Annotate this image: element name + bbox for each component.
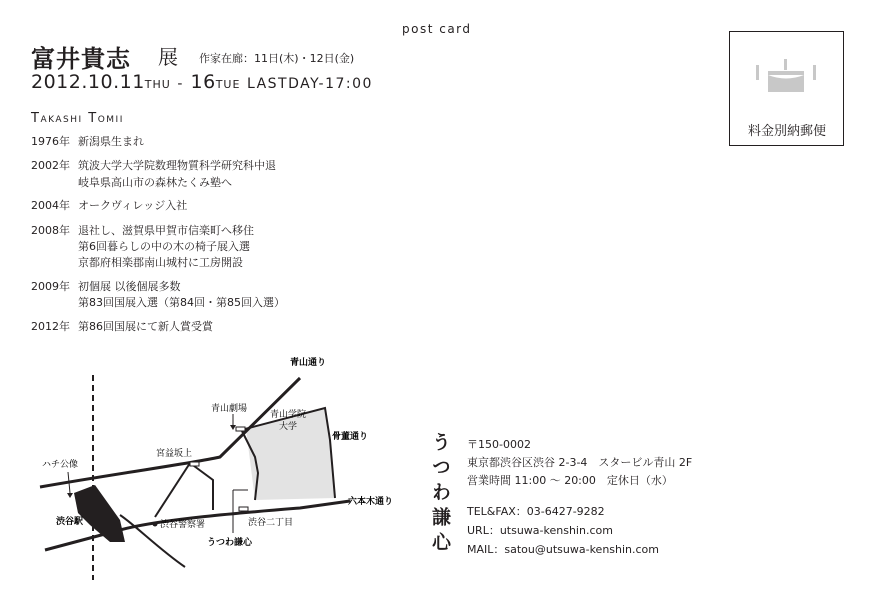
hachiko-pointer-icon [67, 493, 73, 498]
shibuya-station-block [74, 485, 125, 542]
map-label-roppongi-dori: 六本木通り [348, 497, 394, 507]
bio-line: 岐阜県高山市の森林たくみ塾へ [78, 176, 232, 189]
bio-year: 2002年 [31, 159, 70, 172]
map-label-shibuya-police: 渋谷警察署 [160, 520, 206, 530]
map-label-hachiko: ハチ公像 [42, 460, 79, 470]
access-map [0, 345, 420, 580]
bio-year: 1976年 [31, 135, 70, 148]
bio-line: 初個展 以後個展多数 [78, 280, 181, 293]
police-station-icon [153, 522, 158, 527]
intersection-icon [190, 462, 199, 466]
end-day: 16 [190, 71, 216, 93]
bio-line: オークヴィレッジ入社 [78, 199, 188, 212]
bio-line: 第6回暮らしの中の木の椅子展入選 [78, 240, 250, 253]
bio-year: 2004年 [31, 199, 70, 212]
bio-line: 退社し、滋賀県甲賀市信楽町へ移住 [78, 224, 254, 237]
last-day-label: LASTDAY [246, 76, 319, 92]
postcard-label: post card [402, 22, 472, 36]
bio-year: 2012年 [31, 320, 70, 333]
shop-name: うつわ謙心 [429, 432, 451, 557]
shop-postal-code: 〒150-0002 [467, 438, 531, 451]
map-label-shibuya-station: 渋谷駅 [56, 517, 84, 527]
artist-name: 富井貴志 [31, 45, 131, 73]
postal-mark-icon [730, 32, 843, 112]
bio-line: 筑波大学大学院数理物質科学研究科中退 [78, 159, 276, 172]
shop-url: URL：utsuwa-kenshin.com [467, 524, 613, 537]
gekijo-pointer-icon [230, 425, 236, 430]
end-weekday: TUE [215, 78, 241, 91]
start-date: 2012.10.11 [31, 71, 145, 93]
bio-line: 新潟県生まれ [78, 135, 144, 148]
intersection-icon [239, 507, 248, 511]
postage-label: 料金別納郵便 [747, 124, 826, 139]
map-label-shop: うつわ謙心 [207, 538, 253, 548]
artist-presence-dates: 作家在廊：11日(木)・12日(金) [199, 52, 355, 65]
shop-tel: TEL&FAX：03-6427-9282 [467, 505, 605, 518]
bio-year: 2008年 [31, 224, 70, 237]
map-label-aoyama-gakuin: 青山学院 [270, 410, 307, 420]
intersection-icon [236, 427, 245, 431]
shop-mail: MAIL：satou@utsuwa-kenshin.com [467, 543, 660, 556]
map-label-aoyama-gekijo: 青山劇場 [211, 404, 248, 414]
map-label-miyamasuzaka: 宮益坂上 [156, 449, 193, 459]
bio-line: 第86回国展にて新人賞受賞 [78, 320, 213, 333]
exhibition-word: 展 [158, 45, 178, 69]
map-label-kotto-dori: 骨董通り [332, 432, 369, 442]
map-label-aoyama-gakuin: 大学 [279, 422, 298, 432]
bio-line: 第83回国展入選（第84回・第85回入選） [78, 296, 285, 309]
start-weekday: THU [144, 78, 171, 91]
shop-address: 東京都渋谷区渋谷 2-3-4 スタービル青山 2F [467, 456, 693, 469]
side-street [190, 463, 213, 510]
map-label-shibuya-nichome: 渋谷二丁目 [248, 518, 294, 528]
artist-romaji-name: Takashi Tomii [31, 111, 124, 126]
side-street [155, 463, 190, 517]
date-dash: - [177, 76, 184, 92]
map-label-aoyama-dori: 青山通り [290, 358, 327, 368]
bio-year: 2009年 [31, 280, 70, 293]
bio-line: 京都府相楽郡南山城村に工房開設 [78, 256, 243, 269]
last-day-time: -17:00 [318, 76, 373, 92]
exhibition-dates [31, 71, 373, 93]
shop-hours: 営業時間 11:00 ～ 20:00 定休日（水） [467, 474, 673, 487]
